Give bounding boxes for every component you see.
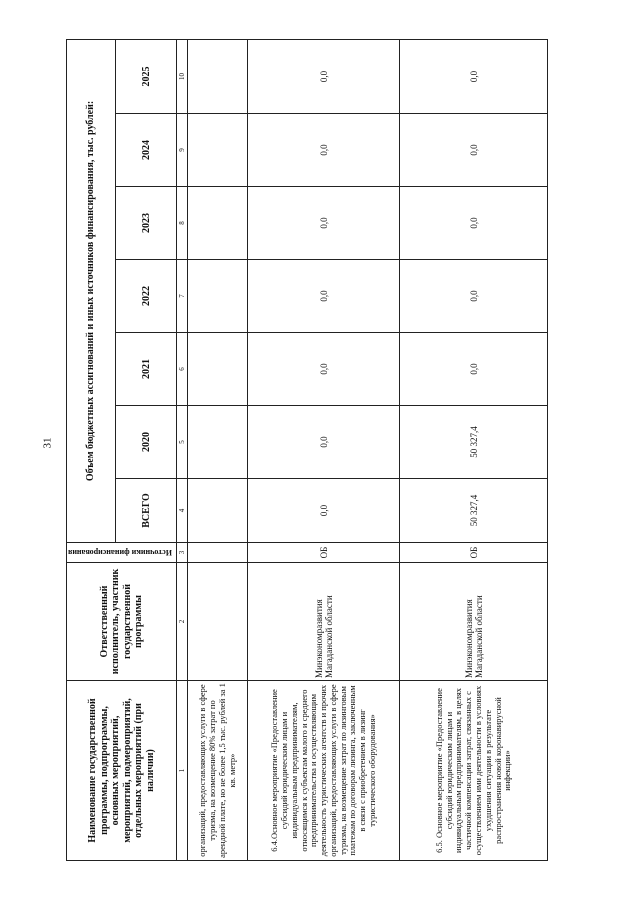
- row-value: [188, 260, 248, 333]
- row-value: 0,0: [400, 39, 548, 113]
- row-value: 0,0: [248, 333, 400, 406]
- table-row: [400, 39, 548, 860]
- col-number: 9: [177, 114, 188, 187]
- row-executor: Минэкономразвития Магаданской области: [248, 563, 400, 681]
- row-name: 6.4.Основное мероприятие «Предоставление субсидий юридическим лицам и индивидуальным предпринимателям, относящимся к субъектам малого и среднего предпринимательства и осуществляющим деятельность туристических агентств и прочих организаций, предоставляющих услуги в сфере туризма, на возмещение затрат по лизинговым платежам по договорам лизинга, заключенным в связи с приобретением в лизинг туристического оборудования»: [248, 681, 400, 861]
- financing-table: [66, 39, 548, 861]
- row-value: 0,0: [248, 114, 400, 187]
- header-year: 2022: [116, 260, 177, 333]
- row-name: 6.5. Основное мероприятие «Предоставление субсидий юридическим лицам и индивидуальным предпринимателям, в целях частичной компенсации затрат, связанных с осуществлением ими деятельности в условиях ухудшения ситуации в результате распространения новой коронавирусной инфекции»: [400, 681, 548, 861]
- col-number: 1: [177, 681, 188, 861]
- table-row: [248, 39, 400, 860]
- header-volume: Объем бюджетных ассигнований и иных источников финансирования, тыс. рублей:: [67, 39, 116, 542]
- row-value: [188, 114, 248, 187]
- col-number: 5: [177, 406, 188, 479]
- row-name: организаций, предоставляющих услуги в сфере туризма, на возмещение 80% затрат по арендной плате, но не более 1,5 тыс. рублей за 1 кв. метр»: [188, 681, 248, 861]
- header-total: ВСЕГО: [116, 479, 177, 543]
- col-number: 3: [177, 543, 188, 563]
- row-value: 50 327,4: [400, 406, 548, 479]
- row-value: [188, 406, 248, 479]
- row-value: 0,0: [400, 260, 548, 333]
- header-year: 2025: [116, 39, 177, 113]
- row-source: ОБ: [248, 543, 400, 563]
- header-year: 2023: [116, 187, 177, 260]
- row-executor: [188, 563, 248, 681]
- header-name: Наименование государственной программы, подпрограммы, основных мероприятий, мероприятий, подмероприятий, отдельных мероприятий (при наличии): [67, 681, 177, 861]
- row-executor: Минэкономразвития Магаданской области: [400, 563, 548, 681]
- row-value: [188, 187, 248, 260]
- table-row: [188, 39, 248, 860]
- row-value: 0,0: [400, 333, 548, 406]
- header-year: 2020: [116, 406, 177, 479]
- row-value: 0,0: [400, 114, 548, 187]
- page-number: 31: [41, 437, 54, 449]
- col-number: 6: [177, 333, 188, 406]
- row-value: 0,0: [248, 39, 400, 113]
- col-number: 2: [177, 563, 188, 681]
- row-value: [188, 333, 248, 406]
- rotated-table-wrapper: [66, 40, 526, 861]
- header-source: Источники финансирования: [67, 543, 177, 563]
- col-number: 8: [177, 187, 188, 260]
- row-value: [188, 39, 248, 113]
- col-number: 4: [177, 479, 188, 543]
- header-executor: Ответственный исполнитель, участник государственной программы: [67, 563, 177, 681]
- header-year: 2021: [116, 333, 177, 406]
- col-number: 10: [177, 39, 188, 113]
- column-numbers-row: [177, 39, 188, 860]
- row-source: [188, 543, 248, 563]
- header-year: 2024: [116, 114, 177, 187]
- row-source: ОБ: [400, 543, 548, 563]
- row-value: 0,0: [248, 260, 400, 333]
- row-value: 0,0: [400, 187, 548, 260]
- row-total: 50 327,4: [400, 479, 548, 543]
- row-total: [188, 479, 248, 543]
- row-total: 0,0: [248, 479, 400, 543]
- row-value: 0,0: [248, 187, 400, 260]
- col-number: 7: [177, 260, 188, 333]
- row-value: 0,0: [248, 406, 400, 479]
